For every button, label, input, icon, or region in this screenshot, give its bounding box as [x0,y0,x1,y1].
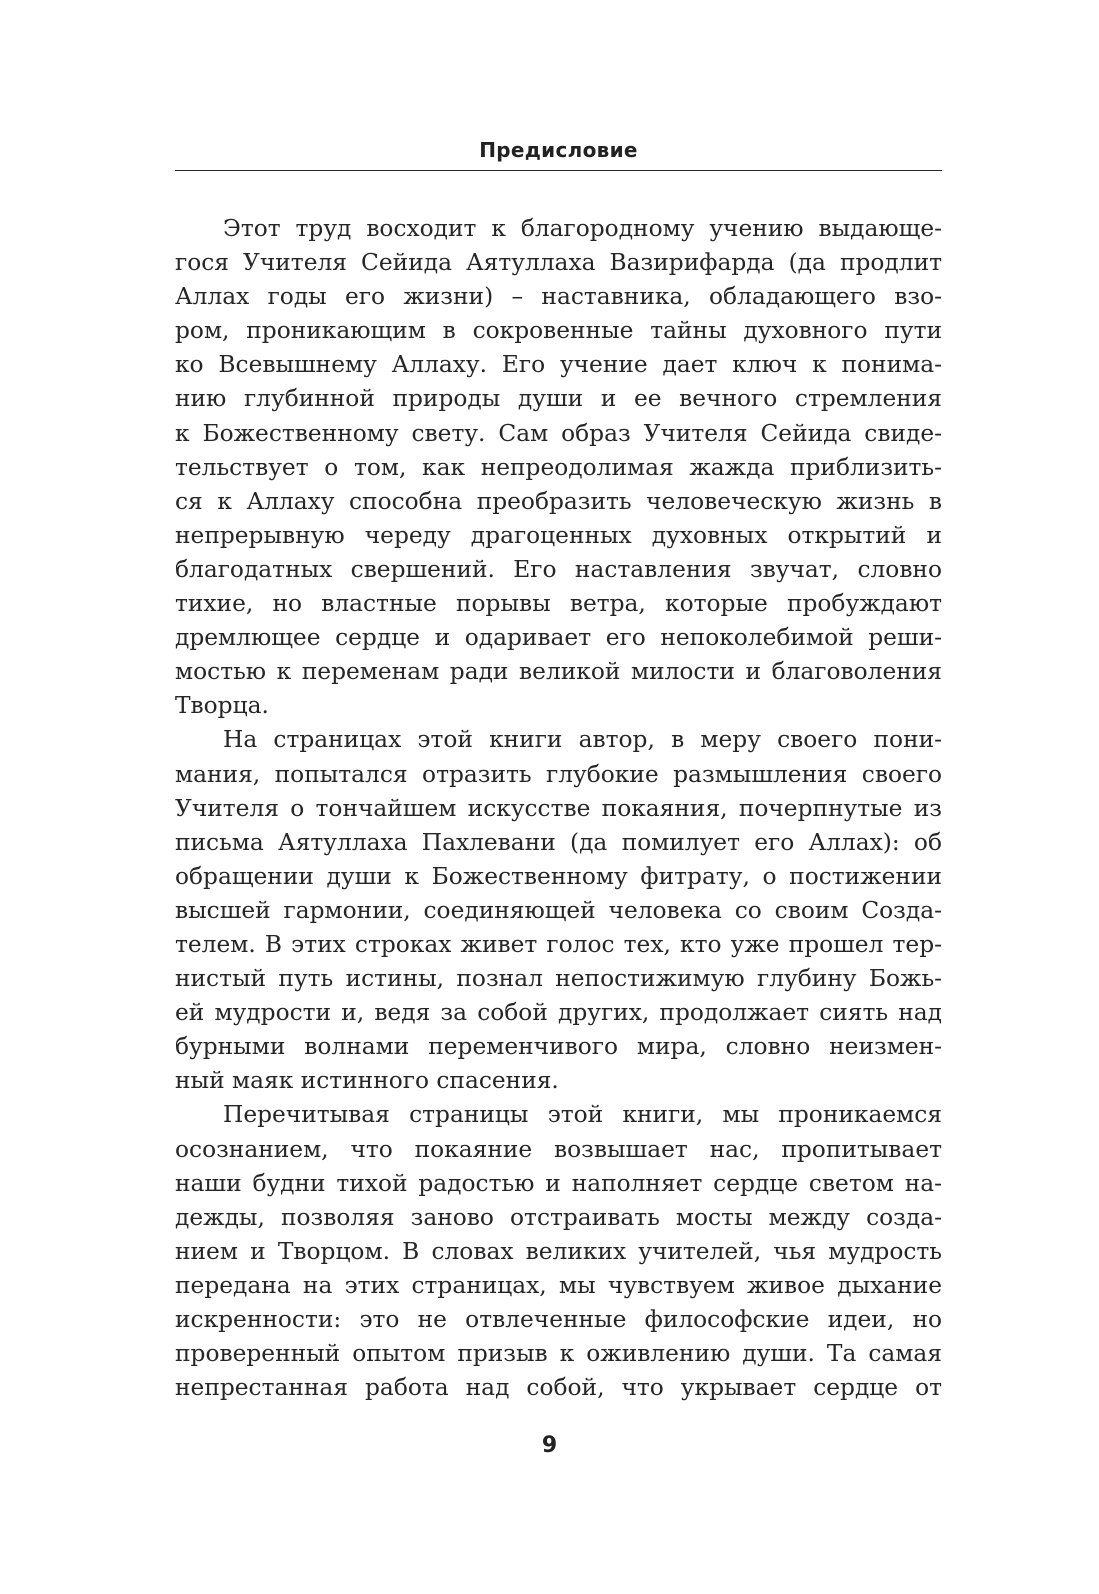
text-line: тельствует о том, как непреодолимая жажда приблизить- [175,453,942,481]
running-header [175,136,942,171]
page-number: 9 [541,1433,558,1458]
text-line: мания, попытался отразить глубокие размышления своего [175,760,942,788]
text-line: нием и Творцом. В словах великих учителей, чья мудрость [175,1237,942,1265]
text-line: Аллах годы его жизни) – наставника, обладающего взо- [175,283,942,311]
text-line: мостью к переменам ради великой милости и благоволения [175,658,942,686]
text-line: проверенный опытом призыв к оживлению души. Та самая [175,1340,942,1368]
text-line: нию глубинной природы души и ее вечного стремления [175,385,942,413]
text-line: непрерывную череду драгоценных духовных открытий и [175,521,942,549]
text-line: ся к Аллаху способна преобразить человеческую жизнь в [175,487,942,515]
text-line: ный маяк истинного спасения. [175,1067,559,1095]
paragraph [175,212,942,723]
text-line: дежды, позволяя заново отстраивать мосты между созда- [175,1203,942,1231]
text-line: Творца. [175,692,269,720]
text-line: тихие, но властные порывы ветра, которые пробуждают [175,590,942,618]
text-line: Перечитывая страницы этой книги, мы проникаемся [223,1101,942,1129]
text-line: телем. В этих строках живет голос тех, кто уже прошел тер- [175,930,942,958]
text-line: На страницах этой книги автор, в меру своего пони- [223,726,942,754]
paragraph [175,1098,942,1405]
text-line: обращении души к Божественному фитрату, о постижении [175,862,942,890]
text-line: искренности: это не отвлеченные философские идеи, но [175,1306,942,1333]
text-line: осознанием, что покаяние возвышает нас, пропитывает [175,1135,942,1163]
text-line: к Божественному свету. Сам образ Учителя Сейида свиде- [175,419,942,447]
text-line: дремлющее сердце и одаривает его непоколебимой реши- [175,624,942,652]
text-line: Этот труд восходит к благородному учению выдающе- [223,215,942,242]
text-line: передана на этих страницах, мы чувствуем живое дыхание [175,1271,942,1299]
text-line: наши будни тихой радостью и наполняет сердце светом на- [175,1169,942,1197]
paragraph [175,723,942,1098]
text-line: Учителя о тончайшем искусстве покаяния, почерпнутые из [175,794,942,822]
text-line: ром, проникающим в сокровенные тайны духовного пути [175,317,942,345]
text-line: ко Всевышнему Аллаху. Его учение дает ключ к понима- [175,351,942,379]
body-text [175,212,942,1405]
text-line: гося Учителя Сейида Аятуллаха Вазирифарда (да продлит [175,249,942,277]
text-line: бурными волнами переменчивого мира, словно неизмен- [175,1033,942,1061]
text-line: непрестанная работа над собой, что укрывает сердце от [175,1374,942,1402]
text-line: высшей гармонии, соединяющей человека со своим Созда- [175,896,942,924]
text-line: ей мудрости и, ведя за собой других, продолжает сиять над [175,999,942,1027]
running-title: Предисловие [479,138,638,162]
text-line: благодатных свершений. Его наставления звучат, словно [175,555,942,583]
text-line: письма Аятуллаха Пахлевани (да помилует его Аллах): об [175,828,942,856]
text-line: нистый путь истины, познал непостижимую глубину Божь- [175,965,942,993]
